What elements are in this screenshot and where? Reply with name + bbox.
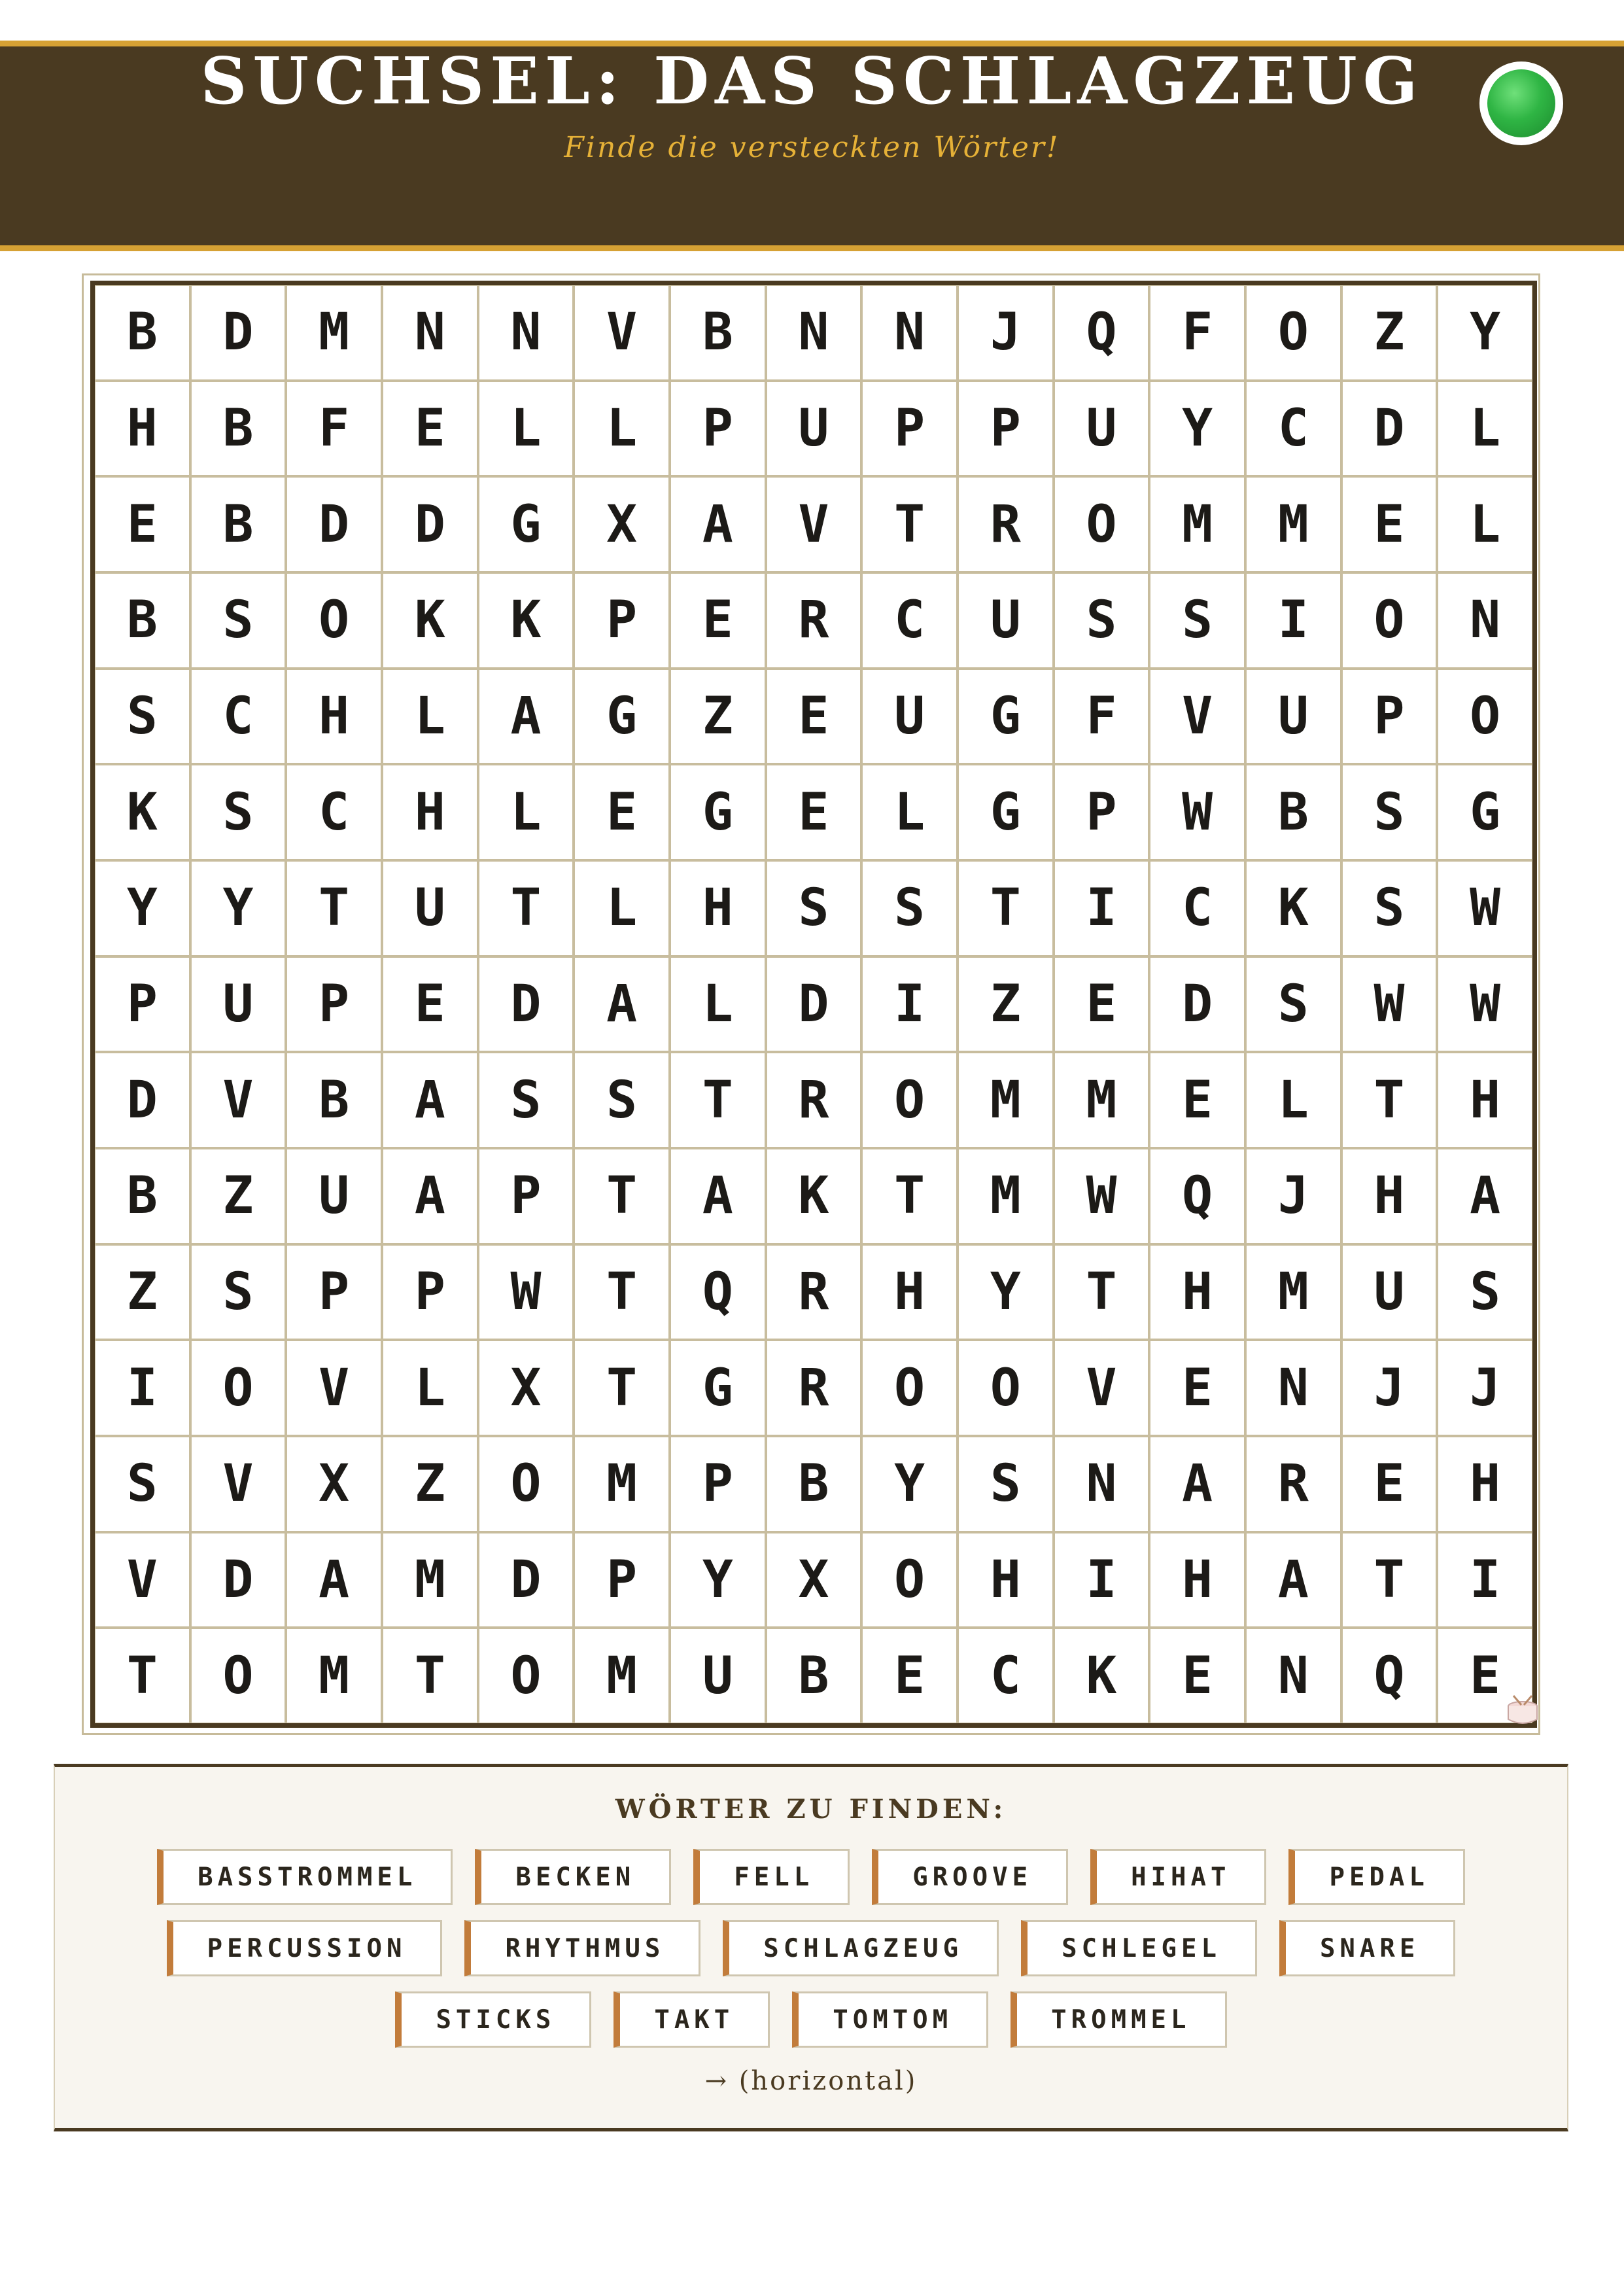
grid-cell: M: [1150, 478, 1244, 571]
grid-cell: F: [1055, 670, 1149, 763]
grid-cell: R: [1247, 1437, 1340, 1531]
grid-cell: X: [287, 1437, 381, 1531]
grid-cell: E: [575, 765, 668, 859]
grid-cell: E: [383, 958, 477, 1051]
grid-cell: N: [383, 286, 477, 379]
grid-cell: H: [1150, 1246, 1244, 1339]
grid-cell: D: [1343, 382, 1436, 476]
grid-cell: N: [1247, 1629, 1340, 1723]
word-chip: FELL: [693, 1849, 850, 1905]
grid-cell: B: [95, 286, 189, 379]
grid-cell: G: [959, 670, 1052, 763]
grid-cell: P: [671, 382, 765, 476]
grid-cell: E: [1150, 1053, 1244, 1147]
grid-cell: P: [287, 958, 381, 1051]
grid-cell: K: [383, 574, 477, 667]
grid-cell: M: [575, 1437, 668, 1531]
grid-cell: H: [383, 765, 477, 859]
grid-cell: U: [287, 1149, 381, 1243]
grid-cell: L: [575, 382, 668, 476]
grid-cell: J: [1247, 1149, 1340, 1243]
grid-cell: A: [671, 478, 765, 571]
grid-cell: V: [192, 1053, 285, 1147]
grid-cell: S: [192, 1246, 285, 1339]
grid-cell: T: [575, 1246, 668, 1339]
grid-cell: B: [192, 478, 285, 571]
grid-cell: I: [1055, 862, 1149, 955]
grid-cell: E: [863, 1629, 956, 1723]
grid-cell: D: [479, 1533, 573, 1627]
grid-cell: S: [479, 1053, 573, 1147]
word-chip: STICKS: [395, 1991, 591, 2048]
grid-cell: S: [1055, 574, 1149, 667]
grid-cell: Y: [1150, 382, 1244, 476]
grid-cell: S: [192, 765, 285, 859]
grid-cell: Q: [1343, 1629, 1436, 1723]
grid-cell: L: [383, 670, 477, 763]
grid-cell: T: [575, 1341, 668, 1435]
grid-cell: H: [95, 382, 189, 476]
grid-cell: U: [1247, 670, 1340, 763]
grid-cell: O: [479, 1629, 573, 1723]
grid-cell: G: [1438, 765, 1532, 859]
grid-cell: U: [863, 670, 956, 763]
grid-cell: E: [1438, 1629, 1532, 1723]
grid-cell: F: [287, 382, 381, 476]
grid-cell: N: [863, 286, 956, 379]
grid-cell: E: [1055, 958, 1149, 1051]
grid-cell: L: [863, 765, 956, 859]
grid-cell: P: [1343, 670, 1436, 763]
grid-cell: E: [671, 574, 765, 667]
grid-cell: U: [1343, 1246, 1436, 1339]
grid-cell: U: [383, 862, 477, 955]
grid-cell: T: [959, 862, 1052, 955]
word-row-1: [55, 1849, 1567, 1905]
grid-cell: E: [95, 478, 189, 571]
grid-cell: A: [575, 958, 668, 1051]
grid-cell: P: [671, 1437, 765, 1531]
grid-cell: E: [383, 382, 477, 476]
grid-cell: L: [671, 958, 765, 1051]
grid-cell: J: [1438, 1341, 1532, 1435]
grid-cell: O: [959, 1341, 1052, 1435]
grid-cell: P: [575, 1533, 668, 1627]
grid-cell: H: [1150, 1533, 1244, 1627]
grid-cell: O: [287, 574, 381, 667]
grid-cell: L: [479, 765, 573, 859]
grid-cell: K: [1247, 862, 1340, 955]
word-chip: PEDAL: [1288, 1849, 1464, 1905]
grid-cell: L: [575, 862, 668, 955]
word-chip: HIHAT: [1090, 1849, 1266, 1905]
grid-cell: Y: [95, 862, 189, 955]
grid-cell: M: [575, 1629, 668, 1723]
grid-cell: U: [192, 958, 285, 1051]
grid-cell: I: [1055, 1533, 1149, 1627]
grid-cell: S: [575, 1053, 668, 1147]
grid-cell: W: [1438, 862, 1532, 955]
grid-cell: G: [479, 478, 573, 571]
drum-icon: [1504, 1693, 1541, 1728]
word-chip: TOMTOM: [792, 1991, 988, 2048]
grid-cell: O: [863, 1341, 956, 1435]
grid-cell: T: [95, 1629, 189, 1723]
green-circle-icon: [1479, 61, 1563, 145]
grid-cell: D: [479, 958, 573, 1051]
word-chip: GROOVE: [872, 1849, 1068, 1905]
word-row-2: [55, 1920, 1567, 1976]
grid-cell: P: [479, 1149, 573, 1243]
grid-cell: A: [479, 670, 573, 763]
grid-cell: T: [1343, 1533, 1436, 1627]
grid-cell: Z: [959, 958, 1052, 1051]
grid-cell: Q: [1055, 286, 1149, 379]
grid-cell: U: [767, 382, 861, 476]
grid-cell: Y: [1438, 286, 1532, 379]
word-chip: BECKEN: [475, 1849, 671, 1905]
grid-cell: T: [1343, 1053, 1436, 1147]
grid-cell: U: [959, 574, 1052, 667]
grid-cell: I: [1247, 574, 1340, 667]
grid-cell: X: [479, 1341, 573, 1435]
grid-cell: A: [383, 1149, 477, 1243]
grid-cell: G: [671, 1341, 765, 1435]
grid-cell: Y: [863, 1437, 956, 1531]
grid-cell: I: [863, 958, 956, 1051]
grid-cell: W: [1343, 958, 1436, 1051]
grid-cell: B: [95, 1149, 189, 1243]
grid-cell: P: [383, 1246, 477, 1339]
grid-cell: H: [671, 862, 765, 955]
grid-cell: P: [287, 1246, 381, 1339]
grid-cell: O: [479, 1437, 573, 1531]
grid-cell: U: [671, 1629, 765, 1723]
grid-cell: E: [767, 765, 861, 859]
grid-cell: T: [863, 478, 956, 571]
word-row-3: [55, 1991, 1567, 2048]
word-chip: TAKT: [613, 1991, 770, 2048]
grid-cell: D: [95, 1053, 189, 1147]
grid-cell: N: [1247, 1341, 1340, 1435]
page-subtitle: Finde die versteckten Wörter!: [564, 131, 1060, 164]
grid-cell: D: [767, 958, 861, 1051]
grid-cell: O: [192, 1341, 285, 1435]
grid-cell: W: [1438, 958, 1532, 1051]
grid-cell: H: [959, 1533, 1052, 1627]
grid-cell: T: [287, 862, 381, 955]
grid-cell: M: [287, 1629, 381, 1723]
grid-cell: L: [1438, 478, 1532, 571]
grid-cell: J: [1343, 1341, 1436, 1435]
grid-cell: Z: [671, 670, 765, 763]
grid-cell: O: [1055, 478, 1149, 571]
grid-cell: M: [383, 1533, 477, 1627]
grid-cell: C: [863, 574, 956, 667]
grid-cell: R: [767, 1341, 861, 1435]
direction-note: → (horizontal): [704, 2066, 918, 2096]
grid-cell: S: [959, 1437, 1052, 1531]
grid-cell: B: [1247, 765, 1340, 859]
grid-cell: K: [479, 574, 573, 667]
grid-cell: O: [1343, 574, 1436, 667]
word-chip: SCHLEGEL: [1021, 1920, 1257, 1976]
grid-cell: D: [383, 478, 477, 571]
grid-cell: Z: [1343, 286, 1436, 379]
grid-cell: R: [767, 1053, 861, 1147]
grid-cell: R: [767, 574, 861, 667]
grid-cell: Q: [1150, 1149, 1244, 1243]
word-chip: TROMMEL: [1011, 1991, 1226, 2048]
grid-cell: I: [1438, 1533, 1532, 1627]
grid-cell: C: [287, 765, 381, 859]
grid-cell: B: [671, 286, 765, 379]
grid-cell: C: [192, 670, 285, 763]
grid-cell: S: [863, 862, 956, 955]
grid-cell: R: [959, 478, 1052, 571]
page-title: SUCHSEL: DAS SCHLAGZEUG: [200, 44, 1424, 119]
grid-cell: C: [959, 1629, 1052, 1723]
grid-cell: E: [1343, 478, 1436, 571]
word-list-panel: [54, 1764, 1568, 2131]
grid-cell: B: [767, 1437, 861, 1531]
grid-cell: T: [863, 1149, 956, 1243]
grid-cell: H: [1343, 1149, 1436, 1243]
word-chip: PERCUSSION: [167, 1920, 443, 1976]
grid-cell: S: [1343, 862, 1436, 955]
grid-cell: O: [863, 1533, 956, 1627]
grid-cell: M: [1055, 1053, 1149, 1147]
grid-cell: X: [767, 1533, 861, 1627]
grid-cell: M: [959, 1053, 1052, 1147]
grid-cell: L: [479, 382, 573, 476]
grid-cell: K: [767, 1149, 861, 1243]
grid-cell: U: [1055, 382, 1149, 476]
grid-cell: M: [287, 286, 381, 379]
word-list-title: WÖRTER ZU FINDEN:: [615, 1794, 1007, 1825]
grid-cell: H: [863, 1246, 956, 1339]
grid-cell: A: [671, 1149, 765, 1243]
grid-cell: K: [95, 765, 189, 859]
grid-cell: Z: [95, 1246, 189, 1339]
grid-cell: T: [575, 1149, 668, 1243]
grid-cell: S: [767, 862, 861, 955]
grid-cell: L: [1438, 382, 1532, 476]
grid-cell: Z: [192, 1149, 285, 1243]
grid-cell: H: [1438, 1053, 1532, 1147]
grid-cell: E: [767, 670, 861, 763]
grid-cell: O: [192, 1629, 285, 1723]
grid-cell: W: [479, 1246, 573, 1339]
grid-cell: D: [1150, 958, 1244, 1051]
grid-cell: S: [1438, 1246, 1532, 1339]
grid-cell: G: [671, 765, 765, 859]
grid-cell: M: [959, 1149, 1052, 1243]
grid-cell: S: [192, 574, 285, 667]
grid-cell: Y: [192, 862, 285, 955]
grid-cell: B: [95, 574, 189, 667]
grid-cell: N: [1055, 1437, 1149, 1531]
grid-cell: V: [575, 286, 668, 379]
letter-grid: [90, 281, 1537, 1728]
grid-cell: V: [1055, 1341, 1149, 1435]
grid-cell: O: [863, 1053, 956, 1147]
grid-cell: M: [1247, 478, 1340, 571]
grid-cell: G: [575, 670, 668, 763]
grid-cell: T: [1055, 1246, 1149, 1339]
grid-cell: Z: [383, 1437, 477, 1531]
word-chip: SCHLAGZEUG: [723, 1920, 999, 1976]
grid-cell: V: [192, 1437, 285, 1531]
grid-cell: V: [95, 1533, 189, 1627]
grid-cell: Y: [671, 1533, 765, 1627]
grid-cell: E: [1343, 1437, 1436, 1531]
grid-cell: L: [1247, 1053, 1340, 1147]
grid-cell: H: [1438, 1437, 1532, 1531]
grid-cell: P: [575, 574, 668, 667]
grid-cell: V: [767, 478, 861, 571]
grid-cell: B: [287, 1053, 381, 1147]
grid-cell: E: [1150, 1341, 1244, 1435]
grid-cell: J: [959, 286, 1052, 379]
grid-cell: Q: [671, 1246, 765, 1339]
grid-cell: P: [959, 382, 1052, 476]
grid-cell: S: [1247, 958, 1340, 1051]
grid-cell: A: [287, 1533, 381, 1627]
grid-cell: D: [192, 286, 285, 379]
grid-cell: W: [1150, 765, 1244, 859]
grid-cell: B: [192, 382, 285, 476]
green-circle-icon-fill: [1487, 69, 1555, 137]
word-chip: RHYTHMUS: [464, 1920, 700, 1976]
grid-cell: T: [383, 1629, 477, 1723]
grid-cell: P: [95, 958, 189, 1051]
grid-cell: D: [287, 478, 381, 571]
grid-cell: S: [1343, 765, 1436, 859]
grid-cell: N: [767, 286, 861, 379]
grid-cell: D: [192, 1533, 285, 1627]
grid-cell: P: [1055, 765, 1149, 859]
grid-cell: A: [1247, 1533, 1340, 1627]
grid-cell: C: [1247, 382, 1340, 476]
grid-cell: S: [1150, 574, 1244, 667]
grid-cell: H: [287, 670, 381, 763]
grid-cell: S: [95, 670, 189, 763]
grid-cell: O: [1247, 286, 1340, 379]
grid-cell: X: [575, 478, 668, 571]
grid-cell: R: [767, 1246, 861, 1339]
grid-cell: Y: [959, 1246, 1052, 1339]
grid-cell: L: [383, 1341, 477, 1435]
grid-cell: F: [1150, 286, 1244, 379]
grid-cell: W: [1055, 1149, 1149, 1243]
grid-cell: T: [671, 1053, 765, 1147]
grid-cell: P: [863, 382, 956, 476]
grid-cell: A: [1438, 1149, 1532, 1243]
word-chip: BASSTROMMEL: [157, 1849, 453, 1905]
grid-cell: B: [767, 1629, 861, 1723]
grid-cell: G: [959, 765, 1052, 859]
grid-cell: I: [95, 1341, 189, 1435]
grid-cell: V: [1150, 670, 1244, 763]
grid-cell: V: [287, 1341, 381, 1435]
grid-cell: T: [479, 862, 573, 955]
grid-cell: N: [479, 286, 573, 379]
grid-cell: O: [1438, 670, 1532, 763]
grid-cell: M: [1247, 1246, 1340, 1339]
grid-cell: A: [383, 1053, 477, 1147]
grid-cell: A: [1150, 1437, 1244, 1531]
grid-cell: N: [1438, 574, 1532, 667]
grid-cell: E: [1150, 1629, 1244, 1723]
word-chip: SNARE: [1279, 1920, 1455, 1976]
grid-cell: C: [1150, 862, 1244, 955]
grid-cell: K: [1055, 1629, 1149, 1723]
grid-cell: S: [95, 1437, 189, 1531]
